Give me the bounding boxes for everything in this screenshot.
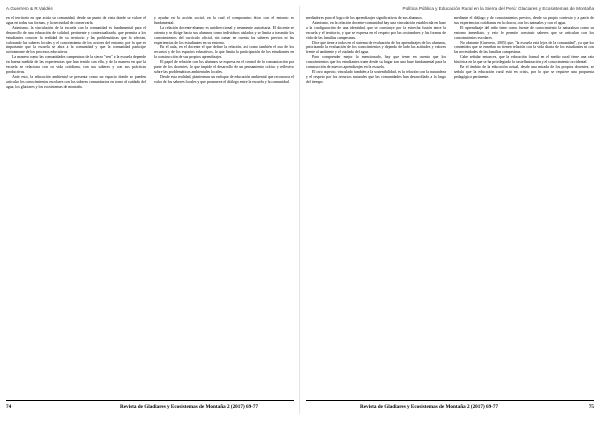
paragraph: Asimismo, en la relación docente-comunidad hay una vinculación establecida en base a la configuración de una identidad, que se construye por la estrecha fusión entre la escuela y el territorio, y que se expresa en el respeto por las costumbres y las formas de vida de las familias campesinas.: [306, 20, 446, 40]
left-column-1: [6, 16, 146, 392]
running-head-right: Política Pública y Educación Rural en la Sierra del Perú: Glaciares y Ecosistemas de Montaña: [402, 6, 594, 11]
paragraph: Dice que tiene a todos en el sistema de evaluación de los aprendizajes de los alumnos, priorizando la evaluación de los conocimientos y dejando de lado las actitudes y valores frente al ambiente y el cuidado del agua.: [306, 40, 446, 55]
footer-rule-right: [306, 400, 594, 401]
page-number-left: 74: [6, 404, 12, 410]
page-number-right: 75: [588, 404, 594, 410]
paragraph: El papel de relación con los alumnos se expresa en el control de la comunicación por parte de los docentes, lo que impide el desarrollo de un pensamiento crítico y reflexivo sobre las problemáticas ambientales locales.: [154, 60, 294, 74]
right-column-2: [454, 16, 594, 392]
paragraph: Para comprender mejor lo mencionado, hay que tener en cuenta que los conocimientos que los estudiantes traen desde su hogar son una base fundamental para la construcción de nuevos aprendizajes en la escuela.: [306, 55, 446, 70]
journal-footer-left: Revista de Gladiares y Ecosistemas de Montaña 2 (2017) 69-77: [120, 404, 259, 410]
paragraph: El aprendizaje del niño tiene como fuente de conocimiento la naturaleza como su entorno inmediato, y esto le permite construir saberes que se articulan con los conocimientos escolares.: [454, 25, 594, 40]
right-column-1: [306, 16, 446, 392]
paragraph: En el ámbito de la educación actual, desde una mirada de los propios docentes, se señala que la educación rural está en crisis, por lo que se requiere una propuesta pedagógica pertinente.: [454, 65, 594, 79]
footer-rule-left: [6, 400, 294, 401]
right-page: [300, 0, 600, 421]
paragraph: y ayudar en la acción social, en la cual el compromiso ético con el entorno es fundamental.: [154, 16, 294, 25]
paragraph: mediadores para el logro de los aprendizajes significativos de sus alumnos.: [306, 16, 423, 20]
journal-footer-right: Revista de Gladiares y Ecosistemas de Montaña 2 (2017) 69-77: [360, 404, 499, 410]
paragraph: Ante esto, la educación ambiental se presenta como un espacio donde se pueden articular los conocimientos escolares con los saberes comunitarios en torno al cuidado del agua, los glaciares y los ecosistemas de montaña.: [6, 74, 146, 89]
paragraph: En el aula, en el docente el que define la relación, así como también el uso de los recursos y de los espacios educativos, lo que limita la participación de los estudiantes en la construcción de sus propios aprendizajes.: [154, 45, 294, 60]
left-column-2: [154, 16, 294, 392]
left-page-columns: [6, 16, 294, 392]
paragraph: Asimismo, la vinculación de la escuela con la comunidad es fundamental para el desarrollo de una educación de calidad, pertinente y contextualizada, que permita a los estudiantes conocer la realidad de su territorio y las problemáticas que lo afectan, valorando los saberes locales y el conocimiento de los actores del entorno; por lo que es importante que la escuela se abra a la comunidad y que la comunidad participe activamente de los procesos educativos.: [6, 25, 146, 55]
paragraph: La manera como las comunidades campesinas de la sierra "ven" a la escuela depende en buena medida de las experiencias que han tenido con ella, y de la manera en que la escuela se relaciona con su vida cotidiana, con sus saberes y con sus prácticas productivas.: [6, 55, 146, 74]
paragraph: La relación docente-alumno es unidireccional y netamente autoritaria. El docente se orienta y se dirige hacia sus alumnos como individuos aislados y se limita a trasmitir los conocimientos del currículo oficial, sin tomar en cuenta los saberes previos ni las experiencias de los estudiantes en su entorno.: [154, 25, 294, 45]
right-page-columns: [306, 16, 594, 392]
paragraph: Desde esta realidad, planteamos un enfoque de educación ambiental que reconozca el valor de los saberes locales y que promueva el diálogo entre la escuela y la comunidad.: [154, 74, 294, 84]
paragraph: Cabe señalar entonces, que la educación formal en el medio rural tiene una raíz histórica en la que se ha privilegiado la castellanización y el conocimiento occidental.: [454, 55, 594, 65]
running-head-left: A.Guerrero & R.Valdés: [6, 6, 53, 11]
paragraph: No obstante (Guerrero, 2005) que, "la escuela está lejos de la comunidad", ya que los contenidos que se enseñan no tienen relación con la vida diaria de los estudiantes ni con las necesidades de las familias campesinas.: [454, 40, 594, 55]
paragraph: en el territorio en que actúa su comunidad, desde un punto de vista donde se valore el agua en todas sus formas, y la necesidad de conservarla.: [6, 16, 146, 25]
paragraph: mediante el diálogo y de conocimientos previos, desde su propio contexto y a partir de sus experiencias cotidianas en la chacra, con los animales y con el agua.: [454, 16, 594, 25]
paragraph: El otro aspecto, vinculado también a la sostenibilidad, es la relación con la naturaleza y el respeto por los recursos naturales que las comunidades han desarrollado a lo largo del tiempo.: [306, 69, 446, 84]
